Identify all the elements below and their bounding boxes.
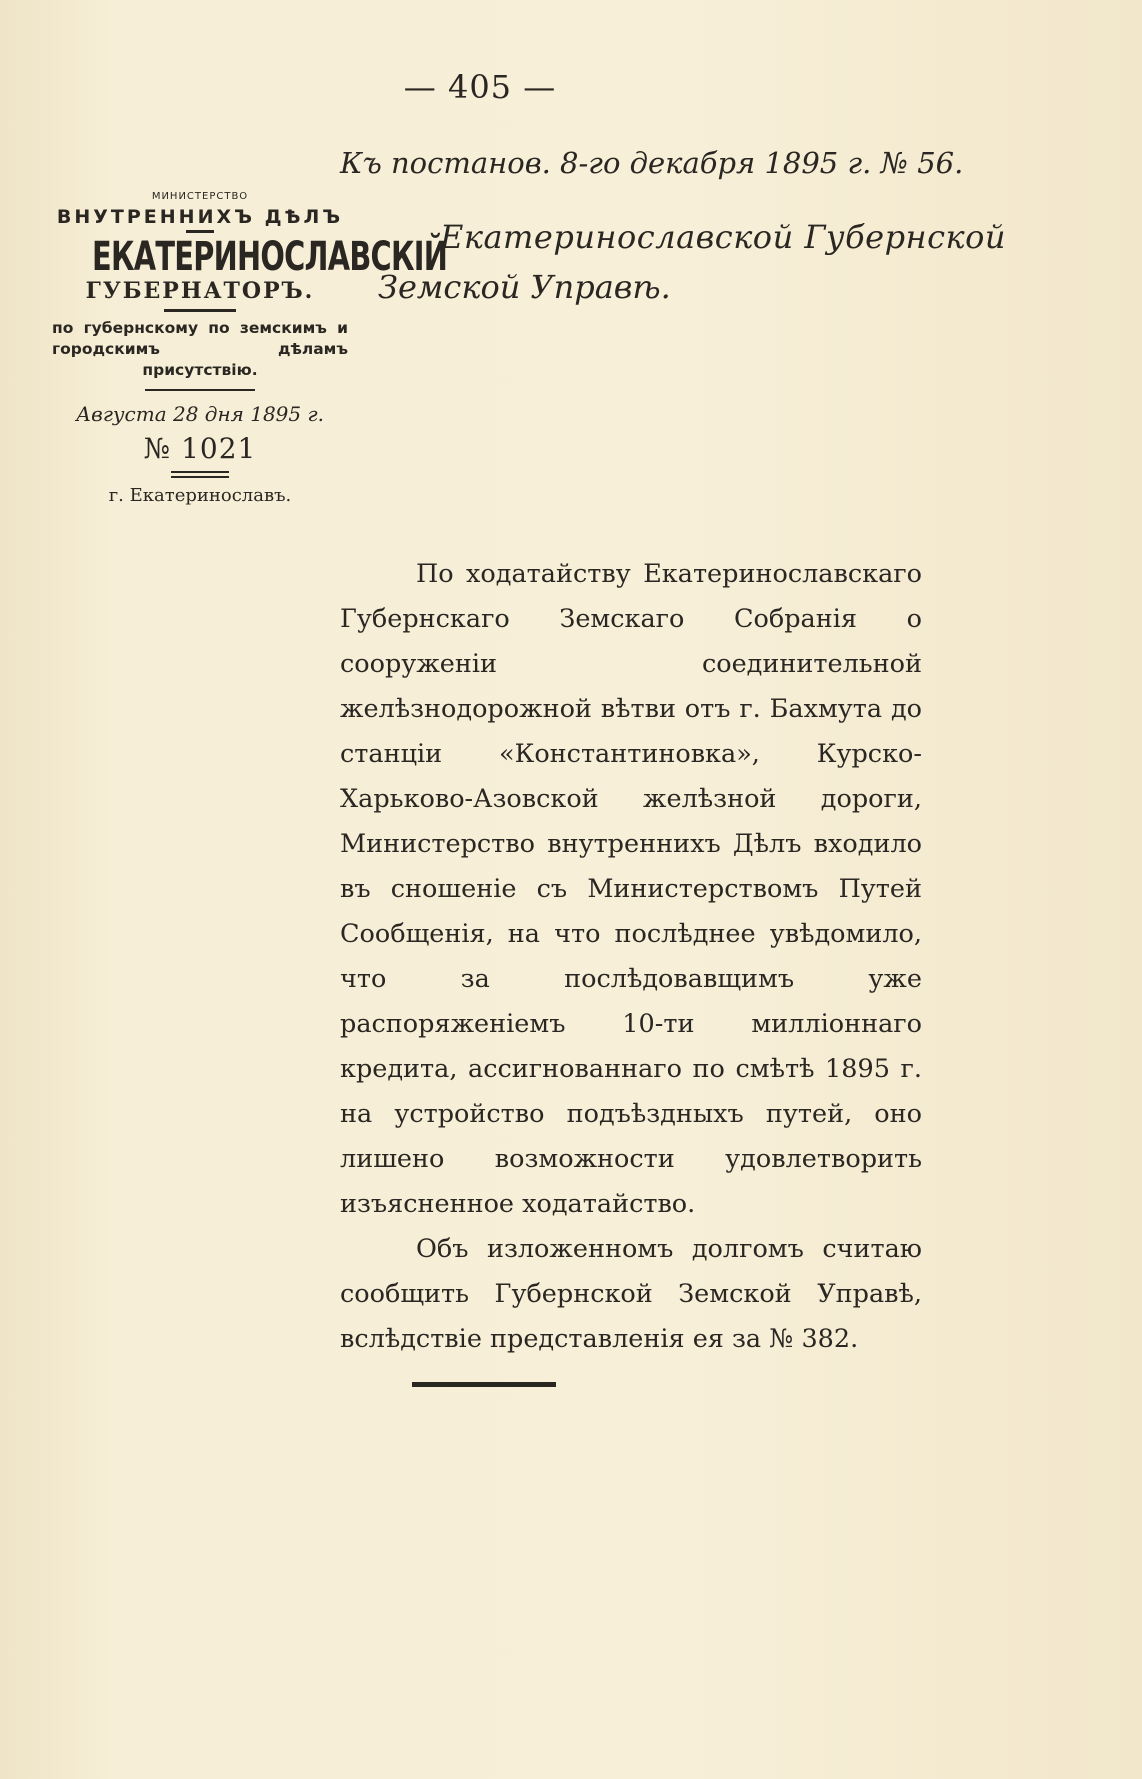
letterhead-department: ВНУТРЕННИХЪ ДѢЛЪ — [56, 206, 344, 228]
letterhead-number: № 1021 — [143, 432, 257, 465]
letterhead-city: г. Екатеринославъ. — [108, 485, 292, 506]
divider — [145, 389, 255, 391]
addressee-line-1: Екатеринославской Губернской — [440, 218, 1007, 256]
letter-body — [340, 552, 922, 1362]
letterhead-date: Августа 28 дня 1895 г. — [76, 402, 324, 426]
double-divider — [171, 471, 229, 478]
letterhead-office: ЕКАТЕРИНОСЛАВСКІЙ — [91, 234, 448, 280]
body-paragraph: По ходатайству Екатеринославскаго Губернскаго Земскаго Собранія о сооруженіи соединительной желѣзнодорожной вѣтви отъ г. Бахмута до станціи «Константиновка», Курско-Харьково-Азовской желѣзной дороги, Министерство внутреннихъ Дѣлъ входило въ сношеніе съ Министерствомъ Путей Сообщенія, на что послѣднее увѣдомило, что за послѣдовавщимъ уже распоряженіемъ 10-ти милліоннаго кредита, ассигнованнаго по смѣтѣ 1895 г. на устройство подъѣздныхъ путей, оно лишено возможности удовлетворить изъясненное ходатайство. — [340, 559, 922, 1219]
letterhead-presence: по губернскому по земскимъ и городскимъ дѣламъ присутствію. — [52, 319, 348, 379]
reference-line: Къ постанов. 8-го декабря 1895 г. № 56. — [340, 146, 964, 180]
letterhead-ministry: министерство — [151, 187, 249, 203]
divider — [186, 230, 214, 233]
divider — [164, 309, 236, 312]
letterhead-governor: ГУБЕРНАТОРЪ. — [85, 278, 315, 304]
letterhead — [50, 186, 448, 508]
page-number: — 405 — — [403, 68, 557, 106]
end-rule — [412, 1382, 556, 1387]
body-paragraph: Объ изложенномъ долгомъ считаю сообщить Губернской Земской Управѣ, вслѣдствіе представленія ея за № 382. — [340, 1234, 922, 1354]
addressee-line-2: Земской Управѣ. — [378, 268, 671, 306]
